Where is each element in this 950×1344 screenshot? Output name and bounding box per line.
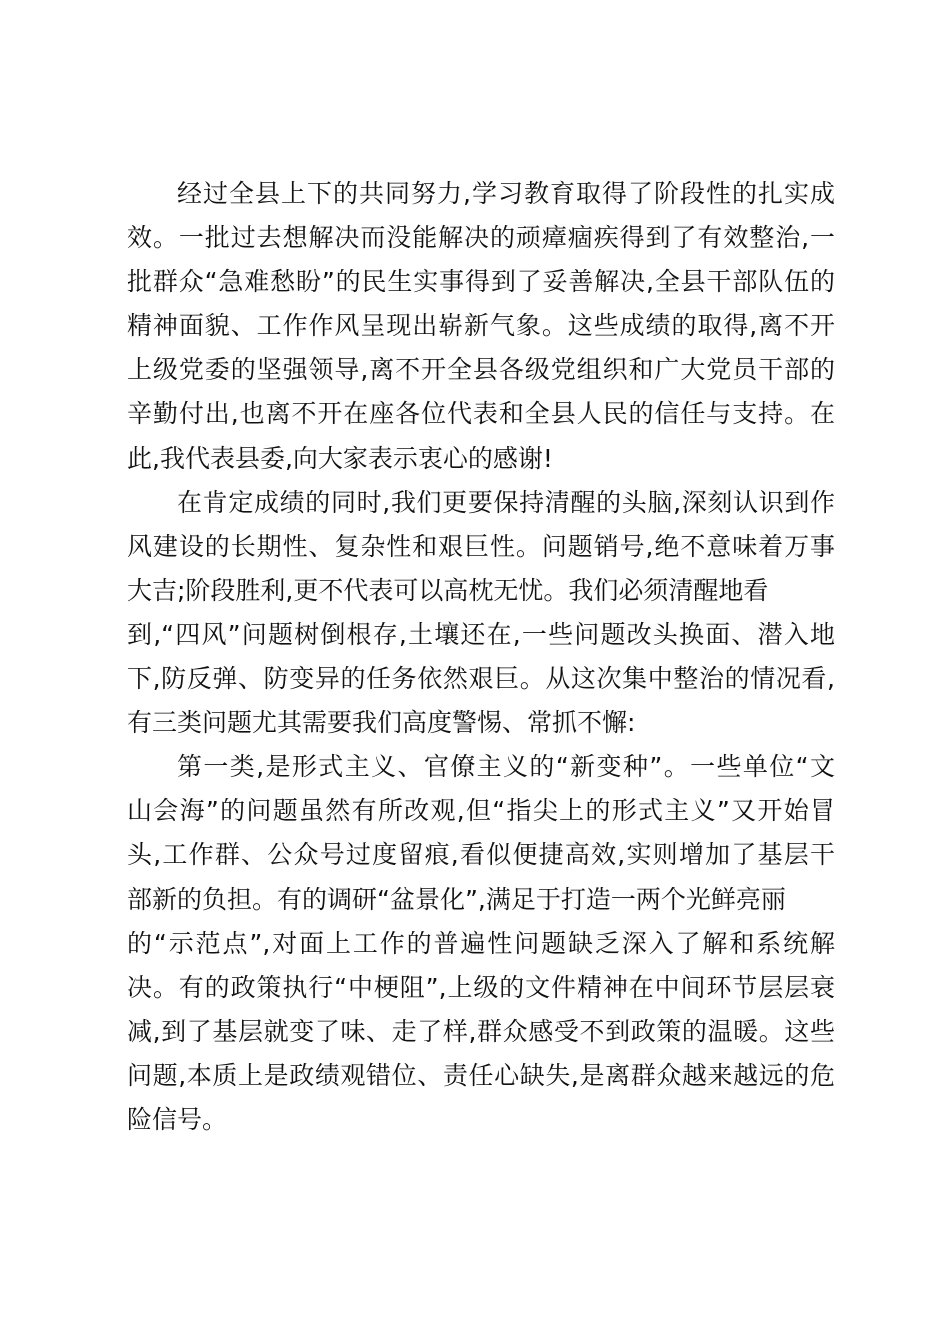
paragraph-1-line-1: 经过全县上下的共同努力,学习教育取得了阶段性的扎实成 xyxy=(177,179,835,208)
paragraph-1-line-5: 上级党委的坚强领导,离不开全县各级党组织和广大党员干部的 xyxy=(127,355,835,385)
paragraph-1-line-7: 此,我代表县委,向大家表示衷心的感谢! xyxy=(127,443,553,473)
paragraph-2-line-1: 在肯定成绩的同时,我们更要保持清醒的头脑,深刻认识到作 xyxy=(177,487,835,517)
paragraph-3-line-4: 部新的负担。有的调研“盆景化”,满足于打造一两个光鲜亮丽 xyxy=(127,884,786,914)
paragraph-1-line-4: 精神面貌、工作作风呈现出崭新气象。这些成绩的取得,离不开 xyxy=(127,311,835,341)
paragraph-2-line-6: 有三类问题尤其需要我们高度警惕、常抓不懈: xyxy=(127,708,636,738)
paragraph-1-line-2: 效。一批过去想解决而没能解决的顽瘴痼疾得到了有效整治,一 xyxy=(127,223,835,253)
paragraph-2-line-2: 风建设的长期性、复杂性和艰巨性。问题销号,绝不意味着万事 xyxy=(127,531,835,561)
paragraph-2-line-3: 大吉;阶段胜利,更不代表可以高枕无忧。我们必须清醒地看 xyxy=(127,575,769,605)
paragraph-3-line-3: 头,工作群、公众号过度留痕,看似便捷高效,实则增加了基层干 xyxy=(127,840,835,870)
document-body xyxy=(127,172,835,1142)
paragraph-2-line-5: 下,防反弹、防变异的任务依然艰巨。从这次集中整治的情况看, xyxy=(127,664,835,694)
paragraph-3-line-8: 问题,本质上是政绩观错位、责任心缺失,是离群众越来越远的危 xyxy=(127,1060,835,1090)
paragraph-3-line-6: 决。有的政策执行“中梗阻”,上级的文件精神在中间环节层层衰 xyxy=(127,972,835,1002)
paragraph-3-line-2: 山会海”的问题虽然有所改观,但“指尖上的形式主义”又开始冒 xyxy=(127,796,835,826)
paragraph-3-line-5: 的“示范点”,对面上工作的普遍性问题缺乏深入了解和系统解 xyxy=(127,928,835,958)
paragraph-1-line-6: 辛勤付出,也离不开在座各位代表和全县人民的信任与支持。在 xyxy=(127,399,835,429)
paragraph-1-line-3: 批群众“急难愁盼”的民生实事得到了妥善解决,全县干部队伍的 xyxy=(127,267,835,297)
paragraph-3-line-1: 第一类,是形式主义、官僚主义的“新变种”。一些单位“文 xyxy=(177,752,835,782)
paragraph-3-line-7: 减,到了基层就变了味、走了样,群众感受不到政策的温暖。这些 xyxy=(127,1016,835,1046)
paragraph-3-line-9: 险信号。 xyxy=(127,1104,228,1134)
paragraph-2-line-4: 到,“四风”问题树倒根存,土壤还在,一些问题改头换面、潜入地 xyxy=(127,619,835,649)
